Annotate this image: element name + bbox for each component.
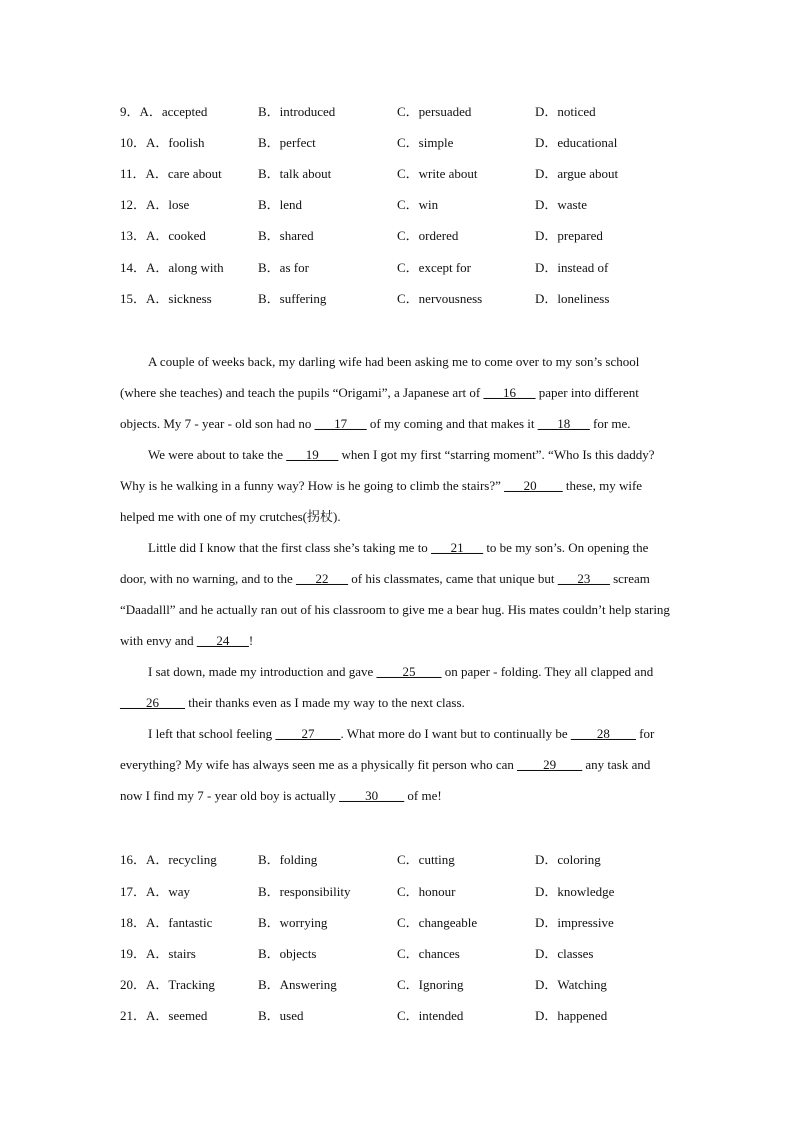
passage-text: when I got my first “starring moment”. “Who Is this daddy? Why is he walking in a funny way? How is he going to climb the stairs?” [120, 447, 655, 493]
question-11-option-a: 11．A．care about [120, 166, 222, 181]
question-10-option-a: 10．A．foolish [120, 135, 205, 150]
question-20-option-b: B．Answering [258, 977, 337, 992]
blank-16: ___16___ [483, 385, 536, 400]
question-10-option-d: D．educational [535, 135, 618, 150]
blank-27: ____27____ [275, 726, 341, 741]
question-18-option-c: C．changeable [397, 915, 478, 930]
question-16-option-b: B．folding [258, 852, 318, 867]
question-11-option-b: B．talk about [258, 166, 332, 181]
blank-21: ___21___ [431, 540, 484, 555]
question-17-option-d: D．knowledge [535, 884, 615, 899]
passage-text: I sat down, made my introduction and gave [148, 664, 377, 679]
question-9-option-a: 9．A．accepted [120, 104, 208, 119]
blank-25: ____25____ [376, 664, 442, 679]
cloze-passage [120, 346, 670, 811]
blank-22: ___22___ [296, 571, 349, 586]
question-18-option-b: B．worrying [258, 915, 328, 930]
question-9-option-c: C．persuaded [397, 104, 472, 119]
passage-paragraph-1 [120, 346, 670, 439]
passage-text: scream “Daadalll” and he actually ran out of his classroom to give me a bear hug. His mates couldn’t help staring with envy and [120, 571, 670, 648]
blank-28: ____28____ [570, 726, 636, 741]
passage-text: their thanks even as I made my way to the next class. [185, 695, 465, 710]
question-16-option-d: D．coloring [535, 852, 601, 867]
blank-18: ___18___ [537, 416, 590, 431]
question-16-option-c: C．cutting [397, 852, 455, 867]
blank-19: ___19___ [286, 447, 339, 462]
passage-text: any task and now I find my 7 - year old boy is actually [120, 757, 651, 803]
question-17-option-b: B．responsibility [258, 884, 351, 899]
question-14-option-c: C．except for [397, 260, 472, 275]
question-14-option-a: 14．A．along with [120, 260, 224, 275]
question-13-option-c: C．ordered [397, 228, 459, 243]
passage-paragraph-4 [120, 656, 670, 718]
passage-text: Little did I know that the first class she’s taking me to [148, 540, 432, 555]
question-13-option-b: B．shared [258, 228, 314, 243]
question-17-option-c: C．honour [397, 884, 456, 899]
passage-paragraph-2 [120, 439, 670, 532]
passage-text: ! [248, 633, 254, 648]
passage-text: paper into different objects. My 7 - year - old son had no [120, 385, 639, 431]
question-9-option-b: B．introduced [258, 104, 336, 119]
passage-paragraph-5 [120, 718, 670, 811]
question-20-option-d: D．Watching [535, 977, 607, 992]
question-19-option-c: C．chances [397, 946, 460, 961]
passage-text: I left that school feeling [148, 726, 276, 741]
blank-24: ___24___ [196, 633, 249, 648]
passage-text: A couple of weeks back, my darling wife had been asking me to come over to my son’s school (where she teaches) and teach the pupils “Origami”, a Japanese art of [120, 354, 640, 400]
passage-text: for everything? My wife has always seen me as a physically fit person who can [120, 726, 655, 772]
blank-29: ____29____ [517, 757, 583, 772]
question-18-option-d: D．impressive [535, 915, 614, 930]
question-15-option-d: D．loneliness [535, 291, 610, 306]
passage-text: We were about to take the [148, 447, 287, 462]
question-12-option-c: C．win [397, 197, 439, 212]
passage-text: these, my wife helped me with one of my crutches(拐杖). [120, 478, 643, 524]
question-21-option-a: 21．A．seemed [120, 1008, 208, 1023]
passage-text: for me. [589, 416, 631, 431]
question-19-option-b: B．objects [258, 946, 317, 961]
question-21-option-b: B．used [258, 1008, 304, 1023]
question-20-option-a: 20．A．Tracking [120, 977, 215, 992]
question-12-option-a: 12．A．lose [120, 197, 190, 212]
question-12-option-d: D．waste [535, 197, 587, 212]
question-13-option-d: D．prepared [535, 228, 603, 243]
question-20-option-c: C．Ignoring [397, 977, 464, 992]
passage-text: of me! [404, 788, 442, 803]
question-15-option-a: 15．A．sickness [120, 291, 212, 306]
question-14-option-d: D．instead of [535, 260, 609, 275]
blank-26: ____26____ [120, 695, 185, 710]
question-12-option-b: B．lend [258, 197, 303, 212]
question-14-option-b: B．as for [258, 260, 309, 275]
question-10-option-c: C．simple [397, 135, 454, 150]
passage-text: . What more do I want but to continually be [340, 726, 571, 741]
question-11-option-c: C．write about [397, 166, 478, 181]
question-16-option-a: 16．A．recycling [120, 852, 217, 867]
question-19-option-d: D．classes [535, 946, 594, 961]
blank-17: ___17___ [314, 416, 367, 431]
question-9-option-d: D．noticed [535, 104, 596, 119]
blank-23: ___23___ [557, 571, 610, 586]
passage-text: to be my son’s. On opening the door, with no warning, and to the [120, 540, 649, 586]
question-15-option-b: B．suffering [258, 291, 327, 306]
question-19-option-a: 19．A．stairs [120, 946, 196, 961]
question-13-option-a: 13．A．cooked [120, 228, 206, 243]
passage-paragraph-3 [120, 532, 670, 656]
passage-text: on paper - folding. They all clapped and [441, 664, 654, 679]
question-15-option-c: C．nervousness [397, 291, 483, 306]
passage-text: of his classmates, came that unique but [348, 571, 558, 586]
passage-text: of my coming and that makes it [366, 416, 538, 431]
question-11-option-d: D．argue about [535, 166, 619, 181]
question-17-option-a: 17．A．way [120, 884, 191, 899]
blank-20: ___20____ [504, 478, 563, 493]
blank-30: ____30____ [339, 788, 405, 803]
question-18-option-a: 18．A．fantastic [120, 915, 213, 930]
question-21-option-c: C．intended [397, 1008, 464, 1023]
question-21-option-d: D．happened [535, 1008, 608, 1023]
question-10-option-b: B．perfect [258, 135, 316, 150]
